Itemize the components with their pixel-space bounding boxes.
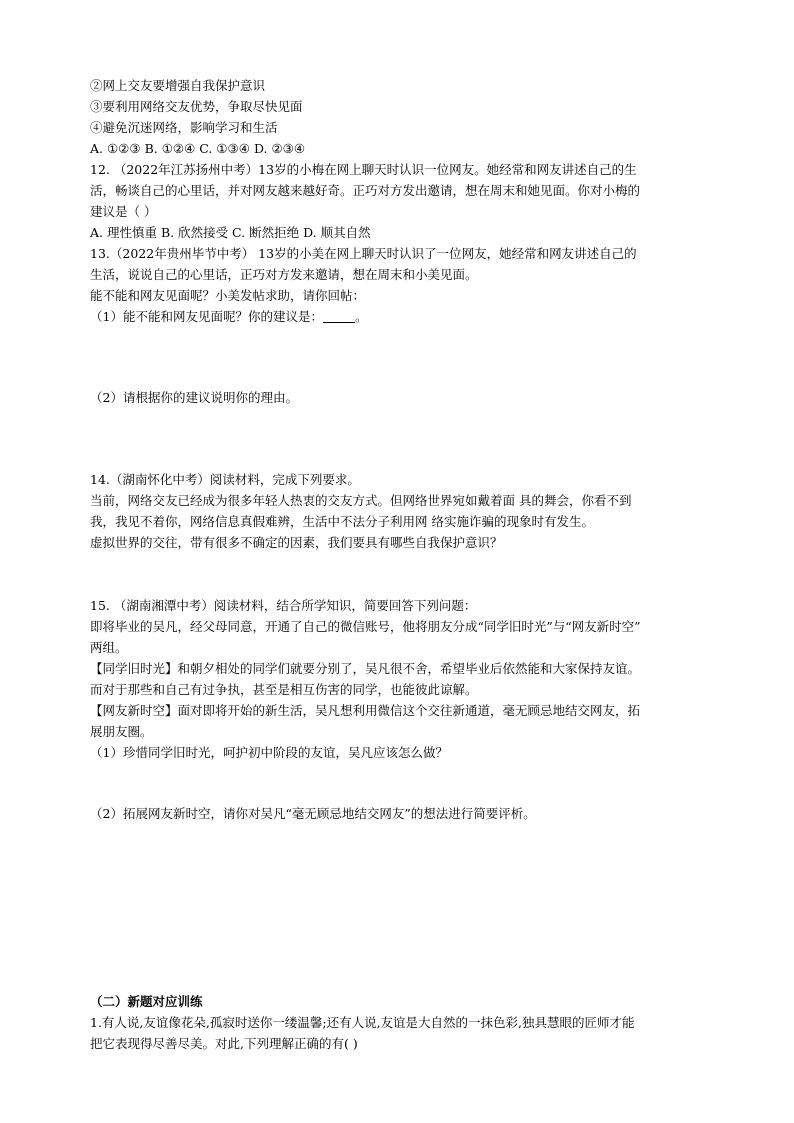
answer-choices-11: A. ①②③ B. ①②④ C. ①③④ D. ②③④ xyxy=(90,141,306,156)
question-13-line-1: 13.（2022年贵州毕节中考） 13岁的小美在网上聊天时认识了一位网友，她经常和网友讲述自己的 xyxy=(90,246,637,261)
question-15-material-3: 【同学旧时光】和朝夕相处的同学们就要分别了，吴凡很不舍，希望毕业后依然能和大家保持友谊。 xyxy=(90,661,641,676)
question-15-material-5: 【网友新时空】面对即将开始的新生活，吴凡想利用微信这个交往新通道，毫无顾忌地结交网友，拓 xyxy=(90,703,641,718)
question-13-line-3: 能不能和网友见面呢？小美发帖求助，请你回帖： xyxy=(90,288,366,303)
question-15-material-2: 两组。 xyxy=(90,640,128,655)
new-question-1-line-1: 1.有人说,友谊像花朵,孤寂时送你一缕温馨;还有人说,友谊是大自然的一抹色彩,独具慧眼的匠师才能 xyxy=(90,1015,635,1030)
question-15-sub-1: （1）珍惜同学旧时光，呵护初中阶段的友谊，吴凡应该怎么做？ xyxy=(90,745,448,760)
question-13-sub-1 xyxy=(90,309,367,325)
section-heading: （二）新题对应训练 xyxy=(90,994,203,1009)
question-14-prompt: 虚拟世界的交往，带有很多不确定的因素，我们要具有哪些自我保护意识？ xyxy=(90,535,503,550)
question-13-sub-1-text: （1）能不能和网友见面呢？你的建议是： xyxy=(90,309,323,324)
answer-blank[interactable] xyxy=(323,310,355,323)
question-15-material-1: 即将毕业的吴凡，经父母同意，开通了自己的微信账号，他将朋友分成“同学旧时光”与“网友新时空” xyxy=(90,619,641,634)
question-12-line-3: 建议是（ ） xyxy=(90,204,157,219)
option-2: ②网上交友要增强自我保护意识 xyxy=(90,78,266,93)
option-4: ④避免沉迷网络，影响学习和生活 xyxy=(90,120,278,135)
question-15-title: 15. （湖南湘潭中考）阅读材料，结合所学知识，简要回答下列问题： xyxy=(90,598,477,613)
new-question-1-line-2: 把它表现得尽善尽美。对此,下列理解正确的有( ) xyxy=(90,1036,358,1051)
question-14-material-1: 当前，网络交友已经成为很多年轻人热衷的交友方式。但网络世界宛如戴着面 具的舞会，你看不到 xyxy=(90,493,632,508)
question-15-material-6: 展朋友圈。 xyxy=(90,724,153,739)
question-12-line-1: 12. （2022年江苏扬州中考）13岁的小梅在网上聊天时认识一位网友。她经常和网友讲述自己的生 xyxy=(90,162,637,177)
question-13-sub-2: （2）请根据你的建议说明你的理由。 xyxy=(90,390,298,405)
question-13-line-2: 生活，说说自己的心里话，正巧对方发来邀请，想在周末和小美见面。 xyxy=(90,267,478,282)
question-13-sub-1-end: 。 xyxy=(354,309,368,324)
answer-choices-12: A. 理性慎重 B. 欣然接受 C. 断然拒绝 D. 顺其自然 xyxy=(90,225,371,240)
question-14-title: 14.（湖南怀化中考）阅读材料，完成下列要求。 xyxy=(90,472,360,487)
question-12-line-2: 活，畅谈自己的心里话，并对网友越来越好奇。正巧对方发出邀请，想在周末和她见面。你对小梅的 xyxy=(90,183,641,198)
question-15-material-4: 而对于那些和自己有过争执，甚至是相互伤害的同学，也能彼此谅解。 xyxy=(90,682,478,697)
question-15-sub-2: （2）拓展网友新时空，请你对吴凡“毫无顾忌地结交网友”的想法进行简要评析。 xyxy=(90,806,536,821)
question-14-material-2: 我，我见不着你，网络信息真假难辨，生活中不法分子利用网 络实施诈骗的现象时有发生。 xyxy=(90,514,594,529)
option-3: ③要利用网络交友优势，争取尽快见面 xyxy=(90,99,303,114)
